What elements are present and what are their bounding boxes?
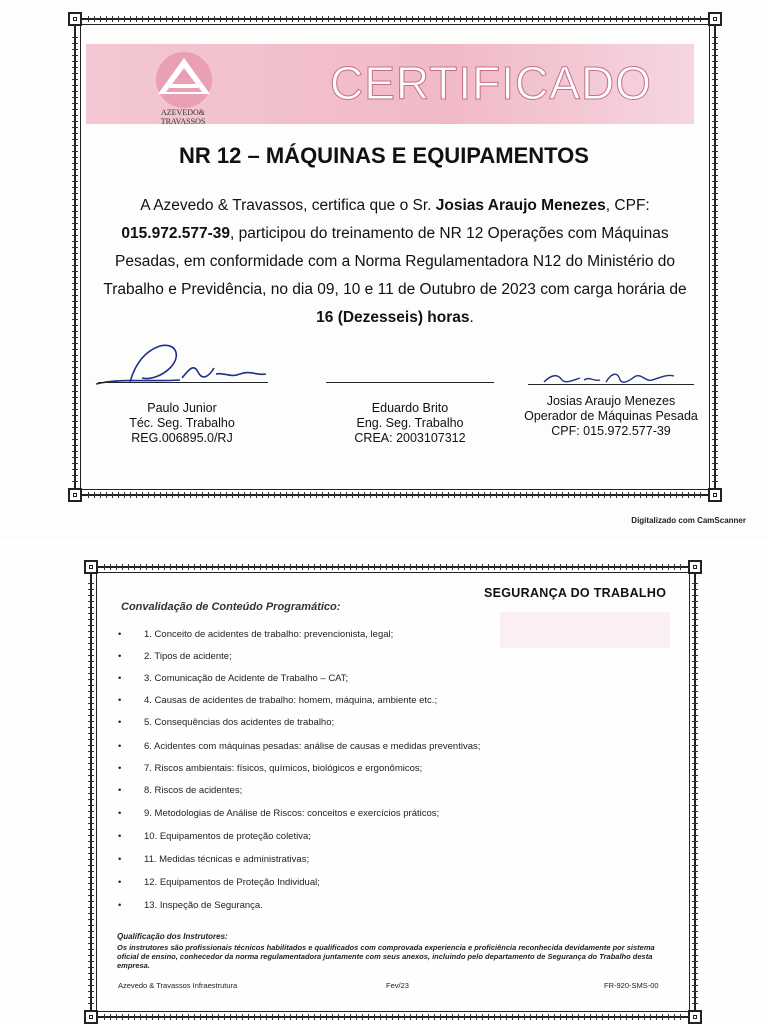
footer-company: Azevedo & Travassos Infraestrutura: [118, 981, 238, 990]
program-item: • 12. Equipamentos de Proteção Individual;: [118, 877, 320, 888]
certificate-body: A Azevedo & Travassos, certifica que o Sr. Josias Araujo Menezes, CPF: 015.972.577-39, participou do treinamento de NR 12 Operações com Máquinas Pesadas, em conformidade com a Norma Regulamentadora N12 do Ministério do Trabalho e Previdência, no dia 09, 10 e 11 de Outubro de 2023 com carga horária de 16 (Dezesseis) horas.: [103, 197, 687, 326]
qualification-text: Os instrutores são profissionais técnicos habilitados e qualificados com comprovada experiencia e proficiência reconhecida devidamente por sistema oficial de ensino, conhecedor da norma regulamentadora juntamente com seus anexos, incluindo pelo departamento de Segurança do Trabalho desta empresa.: [117, 943, 655, 970]
program-item: • 4. Causas de acidentes de trabalho: homem, máquina, ambiente etc.;: [118, 695, 438, 706]
program-item: • 8. Riscos de acidentes;: [118, 785, 243, 796]
course-heading: NR 12 – MÁQUINAS E EQUIPAMENTOS: [179, 143, 589, 168]
participant-name: Josias Araujo Menezes: [435, 197, 606, 214]
program-item: • 11. Medidas técnicas e administrativas;: [118, 854, 310, 865]
signature-paulo: [90, 338, 270, 394]
signature-line-2: [326, 382, 494, 383]
program-item: • 7. Riscos ambientais: físicos, químicos, biológicos e ergonômicos;: [118, 763, 423, 774]
logo-text: AZEVEDO& TRAVASSOS: [160, 108, 206, 126]
signer-josias: Josias Araujo Menezes Operador de Máquinas Pesada CPF: 015.972.577-39: [524, 394, 698, 438]
participant-cpf: 015.972.577-39: [121, 225, 231, 242]
scanner-note: Digitalizado com CamScanner: [631, 516, 746, 525]
program-item: • 13. Inspeção de Segurança.: [118, 900, 263, 911]
signer-paulo: Paulo Junior Téc. Seg. Trabalho REG.006895.0/RJ: [129, 401, 235, 445]
section-title: SEGURANÇA DO TRABALHO: [484, 586, 667, 600]
certificate-title: CERTIFICADO: [330, 57, 652, 109]
program-item: • 5. Consequências dos acidentes de trabalho;: [118, 717, 335, 728]
signature-line-1: [98, 382, 268, 383]
signature-josias: [540, 368, 680, 390]
qualification-title: Qualificação dos Instrutores:: [117, 932, 228, 941]
program-item: • 10. Equipamentos de proteção coletiva;: [118, 831, 311, 842]
program-item: • 6. Acidentes com máquinas pesadas: análise de causas e medidas preventivas;: [118, 741, 481, 752]
program-item: • 3. Comunicação de Acidente de Trabalho – CAT;: [118, 673, 349, 684]
signer-eduardo: Eduardo Brito Eng. Seg. Trabalho CREA: 2003107312: [354, 401, 466, 445]
program-title: Convalidação de Conteúdo Programático:: [121, 601, 341, 613]
footer-date: Fev/23: [386, 981, 409, 990]
program-item: • 2. Tipos de acidente;: [118, 651, 232, 662]
footer-code: FR-920-SMS-00: [604, 981, 659, 990]
program-item: • 1. Conceito de acidentes de trabalho: prevencionista, legal;: [118, 629, 394, 640]
program-item: • 9. Metodologias de Análise de Riscos: conceitos e exercícios práticos;: [118, 808, 440, 819]
signature-line-3: [528, 384, 694, 385]
course-hours: 16 (Dezesseis) horas: [316, 309, 470, 326]
